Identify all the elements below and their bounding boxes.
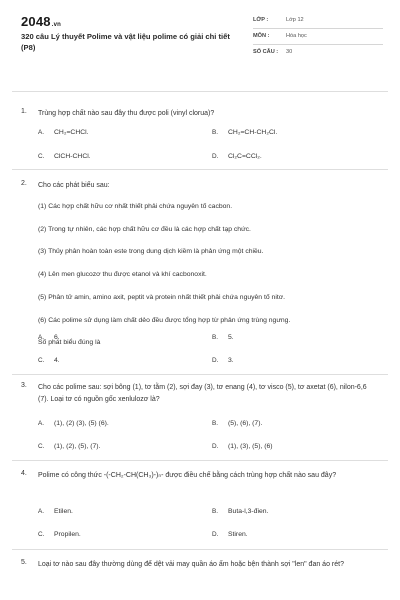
option-c[interactable] bbox=[38, 153, 91, 160]
divider bbox=[12, 549, 388, 550]
option-d[interactable] bbox=[212, 531, 248, 538]
site-logo[interactable] bbox=[21, 14, 61, 29]
option-text: Etilen. bbox=[54, 508, 73, 515]
option-text: 3. bbox=[228, 357, 234, 364]
option-c[interactable] bbox=[38, 357, 60, 364]
meta-value: Lớp 12 bbox=[286, 17, 304, 23]
option-letter: A. bbox=[38, 334, 45, 341]
option-text: 6. bbox=[54, 334, 60, 341]
question-number: 3. bbox=[21, 382, 27, 389]
option-text: ClCH-CHCl. bbox=[54, 153, 91, 160]
option-letter: C. bbox=[38, 357, 45, 364]
option-text: Stiren. bbox=[228, 531, 248, 538]
statement-prompt: Số phát biểu đúng là bbox=[38, 339, 101, 346]
meta-value: Hóa học bbox=[286, 33, 307, 39]
option-letter: D. bbox=[212, 357, 219, 364]
option-d[interactable] bbox=[212, 357, 234, 364]
option-c[interactable] bbox=[38, 443, 100, 450]
question-text: Polime có công thức -(-CH₂-CH(CH₃)-)ₙ- được điều chế bằng cách trùng hợp chất nào sau đây? bbox=[38, 472, 337, 479]
option-b[interactable] bbox=[212, 420, 262, 427]
option-letter: D. bbox=[212, 153, 219, 160]
statement-6: (6) Các polime sử dụng làm chất dẻo đều được tổng hợp từ phản ứng trùng ngưng. bbox=[38, 317, 291, 324]
statement-3: (3) Thủy phân hoàn toàn este trong dung dịch kiềm là phản ứng một chiều. bbox=[38, 248, 264, 255]
option-b[interactable] bbox=[212, 334, 234, 341]
option-text: Propilen. bbox=[54, 531, 81, 538]
option-letter: D. bbox=[212, 443, 219, 450]
option-a[interactable] bbox=[38, 334, 60, 341]
question-number: 2. bbox=[21, 180, 27, 187]
option-b[interactable] bbox=[212, 129, 277, 136]
option-text: Buta-l,3-đien. bbox=[228, 508, 269, 515]
option-letter: C. bbox=[38, 443, 45, 450]
meta-key: MÔN : bbox=[253, 33, 270, 39]
option-letter: C. bbox=[38, 153, 45, 160]
option-d[interactable] bbox=[212, 443, 273, 450]
statement-5: (5) Phân tử amin, amino axit, peptit và protein nhất thiết phải chứa nguyên tố nitơ. bbox=[38, 294, 286, 301]
option-letter: A. bbox=[38, 508, 45, 515]
option-a[interactable] bbox=[38, 508, 73, 515]
option-letter: A. bbox=[38, 129, 45, 136]
statement-2: (2) Trong tự nhiên, các hợp chất hữu cơ đều là các hợp chất tạp chức. bbox=[38, 226, 251, 233]
meta-key: SỐ CÂU : bbox=[253, 49, 279, 55]
divider bbox=[12, 169, 388, 170]
option-text: Cl₂C=CCl₂. bbox=[228, 153, 262, 160]
question-text: Cho các phát biểu sau: bbox=[38, 182, 110, 189]
option-letter: C. bbox=[38, 531, 45, 538]
option-text: (1), (3), (5), (6) bbox=[228, 443, 273, 450]
meta-value: 30 bbox=[286, 49, 293, 55]
option-letter: D. bbox=[212, 531, 219, 538]
document-header bbox=[0, 0, 400, 82]
divider bbox=[12, 460, 388, 461]
question-text: Trùng hợp chất nào sau đây thu được poli (vinyl clorua)? bbox=[38, 110, 215, 117]
question-number: 1. bbox=[21, 108, 27, 115]
meta-row-count bbox=[253, 45, 383, 60]
option-text: 4. bbox=[54, 357, 60, 364]
option-text: (1), (2), (5), (7). bbox=[54, 443, 101, 450]
option-letter: A. bbox=[38, 420, 45, 427]
option-text: (5), (6), (7). bbox=[228, 420, 263, 427]
option-text: CH₂=CHCl. bbox=[54, 129, 89, 136]
question-text: Loại tơ nào sau đây thường dùng để dệt vải may quần áo ấm hoặc bện thành sợi "len" đan áo rét? bbox=[38, 561, 344, 568]
option-text: CH₂=CH-CH₂Cl. bbox=[228, 129, 278, 136]
option-letter: B. bbox=[212, 129, 219, 136]
logo-suffix: .vn bbox=[51, 22, 62, 28]
option-letter: B. bbox=[212, 334, 219, 341]
divider bbox=[12, 374, 388, 375]
option-d[interactable] bbox=[212, 153, 262, 160]
statement-4: (4) Lên men glucozơ thu được etanol và khí cacbonoxit. bbox=[38, 271, 207, 278]
option-c[interactable] bbox=[38, 531, 81, 538]
option-letter: B. bbox=[212, 420, 219, 427]
question-number: 4. bbox=[21, 470, 27, 477]
page-title: 320 câu Lý thuyết Polime và vật liệu polime có giải chi tiết (P8) bbox=[21, 32, 230, 52]
option-letter: B. bbox=[212, 508, 219, 515]
meta-row-class bbox=[253, 13, 383, 29]
option-a[interactable] bbox=[38, 420, 109, 427]
meta-row-subject bbox=[253, 29, 383, 45]
option-b[interactable] bbox=[212, 508, 268, 515]
option-a[interactable] bbox=[38, 129, 89, 136]
option-text: (1), (2) (3), (5) (6). bbox=[54, 420, 109, 427]
divider bbox=[12, 91, 388, 92]
question-number: 5. bbox=[21, 559, 27, 566]
option-text: 5. bbox=[228, 334, 234, 341]
statement-1: (1) Các hợp chất hữu cơ nhất thiết phải chứa nguyên tố cacbon. bbox=[38, 203, 233, 210]
logo-text: 2048 bbox=[21, 14, 51, 29]
question-text: Cho các polime sau: sợi bông (1), tơ tằm (2), sợi đay (3), tơ enang (4), tơ visco (5), tơ axetat (6), nilon-6,6 (7). Loại tơ có nguồn gốc xenlulozơ là? bbox=[38, 384, 367, 403]
meta-key: LỚP : bbox=[253, 17, 269, 23]
